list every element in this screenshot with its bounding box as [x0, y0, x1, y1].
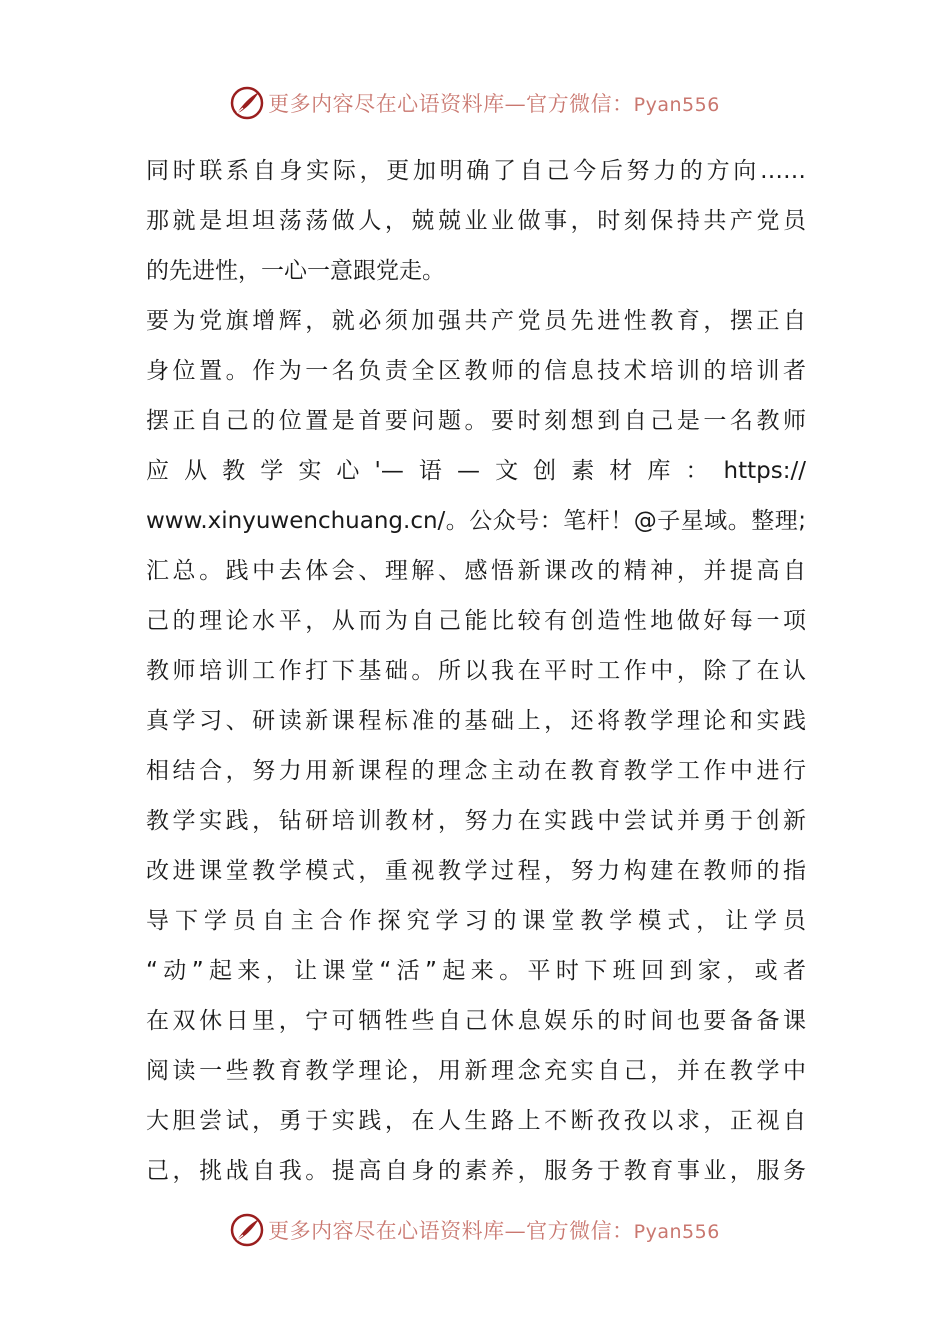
body-line: 改进课堂教学模式，重视教学过程，努力构建在教师的指: [146, 858, 806, 884]
body-line: 应从教学实心'—语—文创素材库：https://: [146, 458, 806, 484]
body-line: 己，挑战自我。提高自身的素养，服务于教育事业，服务: [146, 1158, 806, 1184]
body-line: 教师培训工作打下基础。所以我在平时工作中，除了在认: [146, 658, 806, 684]
body-line: 教学实践，钻研培训教材，努力在实践中尝试并勇于创新: [146, 808, 806, 834]
body-line: 汇总。践中去体会、理解、感悟新课改的精神，并提高自: [146, 558, 806, 584]
body-line: www.xinyuwenchuang.cn/。公众号：笔杆！@子星域。整理;: [146, 508, 806, 534]
footer-banner-label: 更多内容尽在心语资料库—官方微信：: [268, 1219, 634, 1243]
body-line: 真学习、研读新课程标准的基础上，还将教学理论和实践: [146, 708, 806, 734]
quill-logo-icon: [230, 86, 264, 120]
document-body: [146, 146, 806, 1196]
header-banner-label: 更多内容尽在心语资料库—官方微信：: [268, 92, 634, 116]
body-line: 阅读一些教育教学理论，用新理念充实自己，并在教学中: [146, 1058, 806, 1084]
body-line: “动”起来，让课堂“活”起来。平时下班回到家，或者: [146, 958, 806, 984]
body-line: 要为党旗增辉，就必须加强共产党员先进性教育，摆正自: [146, 308, 806, 334]
header-banner: [0, 83, 950, 123]
header-banner-text: [268, 88, 720, 118]
footer-banner-handle: Pyan556: [633, 1221, 720, 1243]
quill-logo-icon: [230, 1213, 264, 1247]
body-line: 在双休日里，宁可牺牲些自己休息娱乐的时间也要备备课: [146, 1008, 806, 1034]
body-line: 己的理论水平，从而为自己能比较有创造性地做好每一项: [146, 608, 806, 634]
header-banner-handle: Pyan556: [633, 94, 720, 116]
body-line: 摆正自己的位置是首要问题。要时刻想到自己是一名教师: [146, 408, 806, 434]
footer-banner: [0, 1210, 950, 1250]
body-line: 大胆尝试，勇于实践，在人生路上不断孜孜以求，正视自: [146, 1108, 806, 1134]
body-line: 相结合，努力用新课程的理念主动在教育教学工作中进行: [146, 758, 806, 784]
body-line: 的先进性，一心一意跟党走。: [146, 258, 445, 284]
footer-banner-text: [268, 1215, 720, 1245]
body-line: 同时联系自身实际，更加明确了自己今后努力的方向……: [146, 158, 806, 184]
body-line: 身位置。作为一名负责全区教师的信息技术培训的培训者: [146, 358, 806, 384]
body-line: 导下学员自主合作探究学习的课堂教学模式，让学员: [146, 908, 806, 934]
body-line: 那就是坦坦荡荡做人，兢兢业业做事，时刻保持共产党员: [146, 208, 806, 234]
